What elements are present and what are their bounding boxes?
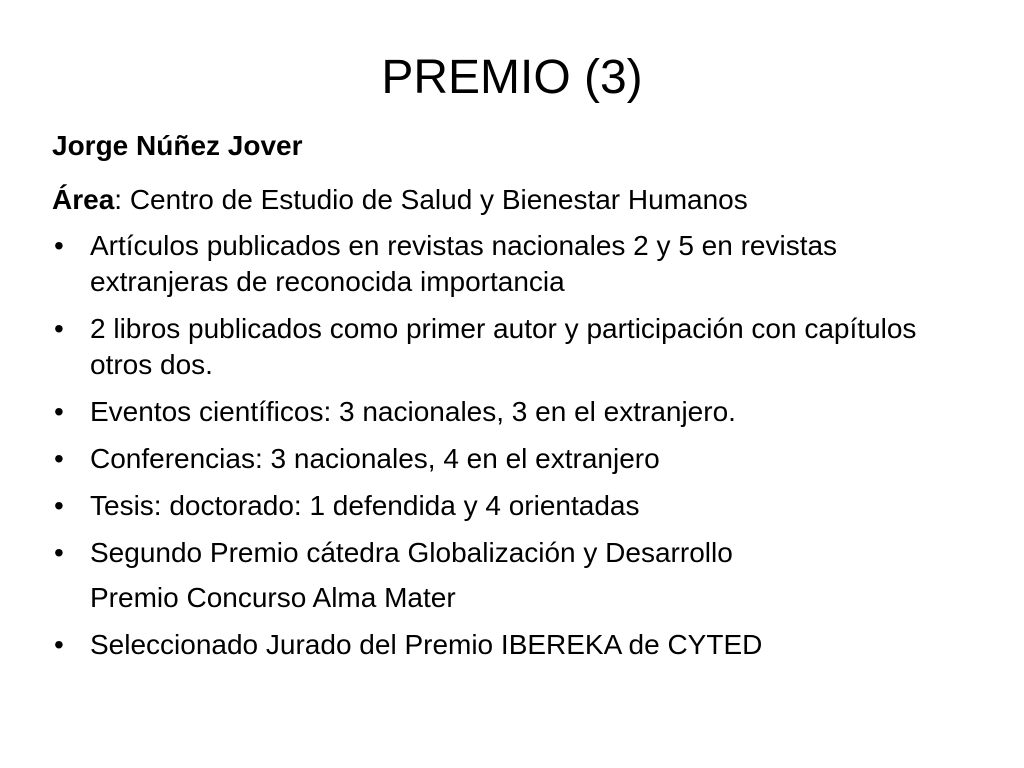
slide-title: PREMIO (3) (381, 51, 643, 104)
bullet-icon: • (54, 490, 64, 521)
list-item-text: Tesis: doctorado: 1 defendida y 4 orientadas (90, 490, 640, 521)
list-item-continuation (52, 580, 972, 616)
list-item-text: Premio Concurso Alma Mater (90, 582, 456, 613)
area-value: : Centro de Estudio de Salud y Bienestar Humanos (114, 184, 748, 215)
list-item (52, 627, 972, 663)
bullet-list (52, 228, 972, 663)
list-item-text: 2 libros publicados como primer autor y participación con capítulos otros dos. (90, 313, 917, 380)
list-item (52, 311, 972, 383)
area-line (52, 182, 972, 218)
author-name: Jorge Núñez Jover (52, 130, 303, 161)
list-item (52, 394, 972, 430)
bullet-icon: • (54, 313, 64, 344)
list-item-text: Eventos científicos: 3 nacionales, 3 en el extranjero. (90, 396, 736, 427)
bullet-icon: • (54, 629, 64, 660)
bullet-icon: • (54, 443, 64, 474)
bullet-icon: • (54, 396, 64, 427)
list-item-text: Seleccionado Jurado del Premio IBEREKA de CYTED (90, 629, 763, 660)
slide-content (52, 128, 972, 674)
list-item (52, 228, 972, 300)
list-item-text: Segundo Premio cátedra Globalización y Desarrollo (90, 537, 733, 568)
bullet-icon: • (54, 230, 64, 261)
list-item (52, 535, 972, 571)
list-item (52, 488, 972, 524)
list-item (52, 441, 972, 477)
area-label: Área (52, 184, 115, 215)
bullet-icon: • (54, 537, 64, 568)
list-item-text: Artículos publicados en revistas nacionales 2 y 5 en revistas extranjeras de reconocida importancia (90, 230, 838, 297)
list-item-text: Conferencias: 3 nacionales, 4 en el extranjero (90, 443, 660, 474)
